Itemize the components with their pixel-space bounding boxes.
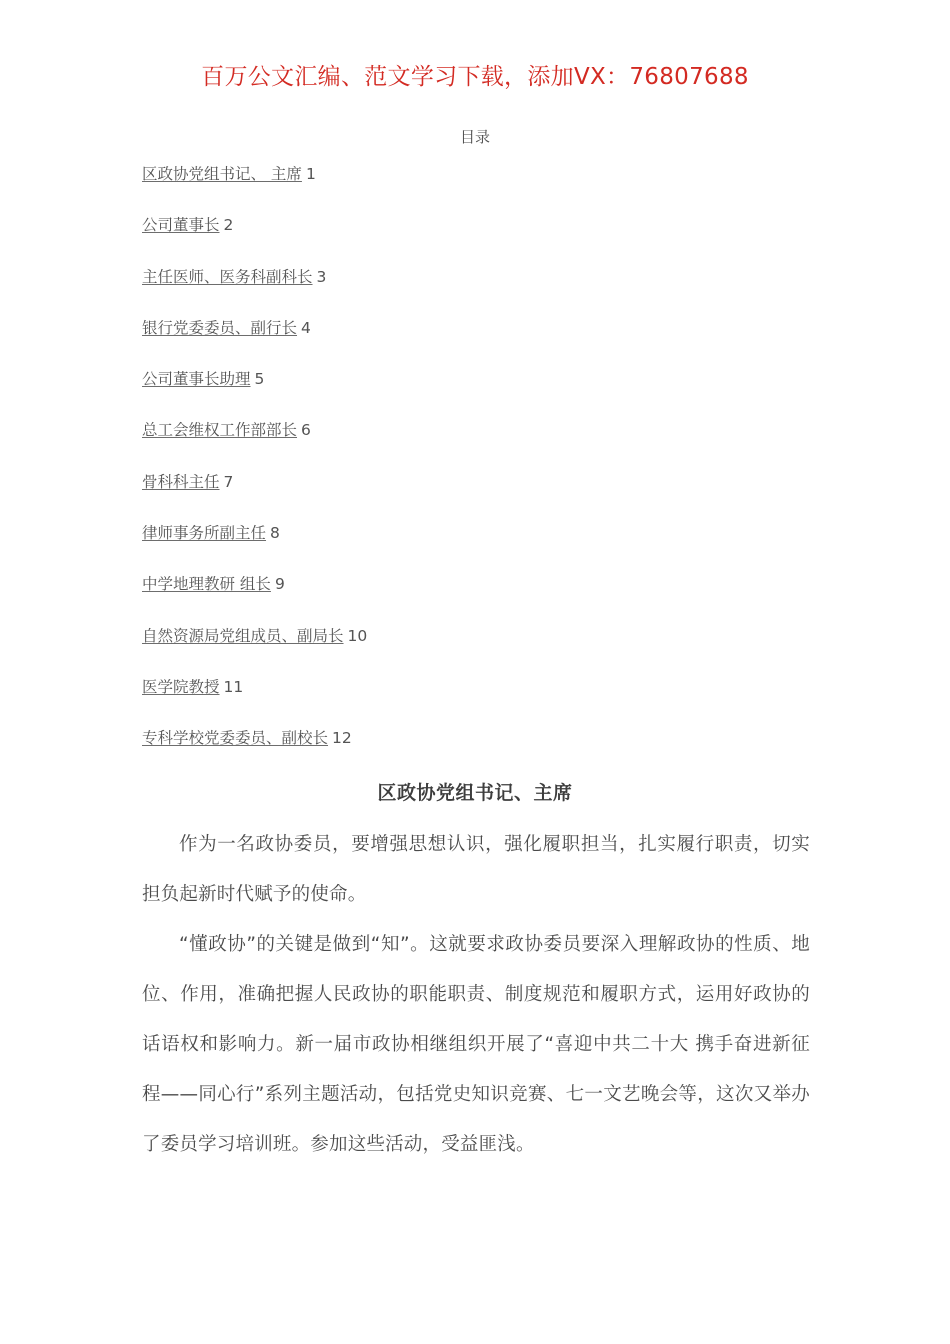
toc-entry-page-number: 1 — [305, 165, 316, 183]
toc-entry-page-number: 12 — [332, 729, 352, 748]
toc-entry-page-number: 6 — [301, 421, 311, 440]
toc-entry-link[interactable]: 律师事务所副主任 — [142, 524, 267, 543]
toc-entry-link[interactable]: 医学院教授 — [142, 677, 220, 696]
toc-entry — [142, 214, 822, 265]
promo-banner-text: 百万公文汇编、范文学习下载，添加VX：76807688 — [201, 64, 749, 90]
toc-entry-page-number: 2 — [223, 216, 234, 235]
toc-entry-link[interactable]: 中学地理教研 组长 — [142, 575, 271, 594]
toc-entry — [142, 625, 822, 676]
toc-entry-link[interactable]: 区政协党组书记、 主席 — [142, 165, 302, 183]
toc-entry-link[interactable]: 专科学校党委委员、副校长 — [142, 729, 329, 748]
toc-entry-link[interactable]: 公司董事长助理 — [142, 370, 251, 389]
toc-entry-page-number: 5 — [254, 370, 265, 389]
toc-entry — [142, 419, 822, 470]
toc-entry-page-number: 8 — [270, 524, 280, 543]
body-text — [142, 820, 810, 1170]
toc-entry-link[interactable]: 总工会维权工作部部长 — [142, 421, 298, 440]
toc-entry — [142, 266, 822, 317]
toc-entry-page-number: 7 — [223, 472, 234, 491]
toc-entry-page-number: 3 — [316, 267, 327, 286]
toc-title: 目录 — [459, 128, 490, 146]
toc-entry — [142, 573, 822, 624]
toc-entry — [142, 471, 822, 522]
toc-entry-link[interactable]: 银行党委委员、副行长 — [142, 318, 298, 337]
toc-entry — [142, 727, 822, 778]
toc-entry — [142, 368, 822, 419]
toc-entry-link[interactable]: 骨科科主任 — [142, 472, 220, 491]
toc-entry-link[interactable]: 主任医师、医务科副科长 — [142, 267, 313, 286]
table-of-contents — [142, 163, 822, 779]
toc-entry — [142, 676, 822, 727]
toc-entry-page-number: 10 — [347, 626, 368, 645]
toc-entry — [142, 522, 822, 573]
body-paragraph: 作为一名政协委员，要增强思想认识，强化履职担当，扎实履行职责，切实担负起新时代赋予的使命。 — [142, 834, 810, 905]
toc-entry-page-number: 4 — [301, 318, 311, 337]
toc-entry-page-number: 9 — [274, 575, 285, 594]
toc-entry — [142, 163, 822, 214]
toc-entry-link[interactable]: 公司董事长 — [142, 216, 220, 235]
body-paragraph: “懂政协”的关键是做到“知”。这就要求政协委员要深入理解政协的性质、地位、作用，准确把握人民政协的职能职责、制度规范和履职方式，运用好政协的话语权和影响力。新一届市政协相继组织开展了“喜迎中共二十大 携手奋进新征程——同心行”系列主题活动，包括党史知识竞赛、七一文艺晚会等，这次又举办了委员学习培训班。参加这些活动，受益匪浅。 — [142, 934, 810, 1155]
toc-entry — [142, 317, 822, 368]
section-heading: 区政协党组书记、主席 — [377, 782, 573, 804]
toc-entry-page-number: 11 — [223, 677, 244, 696]
toc-entry-link[interactable]: 自然资源局党组成员、副局长 — [142, 626, 344, 645]
